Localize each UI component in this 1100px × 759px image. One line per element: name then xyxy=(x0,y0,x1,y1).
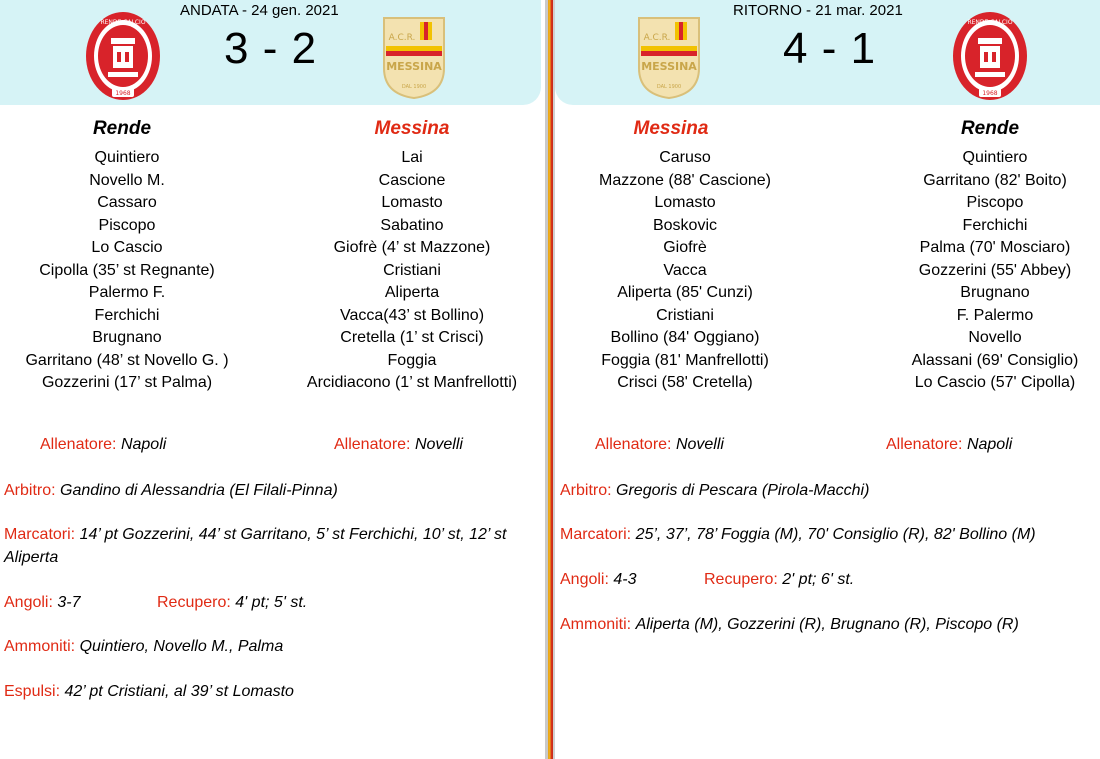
messina-logo-name: MESSINA xyxy=(641,60,697,73)
booked-label: Ammoniti: xyxy=(4,638,76,655)
andata-recovery xyxy=(157,591,307,614)
ritorno-recovery xyxy=(704,568,854,591)
corners-value: 3-7 xyxy=(57,594,81,611)
coach-value: Napoli xyxy=(120,436,167,453)
sent-off-value: 42’ pt Cristiani, al 39’ st Lomasto xyxy=(64,683,294,700)
rende-logo xyxy=(951,10,1029,102)
andata-date: ANDATA - 24 gen. 2021 xyxy=(180,2,339,19)
lineup-player: Garritano (82' Boito) xyxy=(923,171,1067,189)
lineup-player: Crisci (58' Cretella) xyxy=(617,374,753,391)
lineup-player: Cassaro xyxy=(97,194,157,211)
booked-value: Quintiero, Novello M., Palma xyxy=(79,638,284,655)
messina-logo xyxy=(635,16,703,100)
ritorno-corners xyxy=(560,568,637,591)
lineup-player: Lo Cascio (57' Cipolla) xyxy=(914,374,1076,391)
messina-logo-year: DAL 1900 xyxy=(656,84,682,90)
andata-sent-off xyxy=(4,680,294,703)
rende-logo-year: 1968 xyxy=(982,90,998,97)
andata-panel xyxy=(0,0,545,759)
lineup-player: Vacca xyxy=(663,261,707,279)
andata-away-lineup xyxy=(272,147,552,395)
ritorno-date: RITORNO - 21 mar. 2021 xyxy=(733,2,903,19)
scorers-value: 25’, 37’, 78’ Foggia (M), 70' Consiglio (R), 82' Bollino (M) xyxy=(635,526,1036,543)
recovery-value: 2' pt; 6' st. xyxy=(782,571,855,588)
lineup-player: Bollino (84' Oggiano) xyxy=(610,329,760,346)
ritorno-score: 4 - 1 xyxy=(783,24,877,73)
andata-home-coach xyxy=(40,433,166,456)
lineup-player: Quintiero xyxy=(94,149,160,166)
lineup-player: Quintiero xyxy=(962,149,1028,166)
lineup-player: Palermo F. xyxy=(88,284,166,301)
lineup-player: Garritano (48’ st Novello G. ) xyxy=(25,351,229,369)
referee-value: Gregoris di Pescara (Pirola-Macchi) xyxy=(616,482,870,499)
recovery-label: Recupero: xyxy=(704,571,778,588)
coach-value: Novelli xyxy=(675,436,724,453)
lineup-player: Mazzone (88' Cascione) xyxy=(598,171,772,189)
ritorno-home-coach xyxy=(595,433,724,456)
lineup-player: Aliperta (85' Cunzi) xyxy=(617,284,753,301)
andata-referee xyxy=(4,479,338,502)
coach-value: Novelli xyxy=(414,436,463,453)
andata-home-lineup xyxy=(0,147,267,395)
messina-logo-acr: A.C.R. xyxy=(388,33,416,43)
lineup-player: Cascione xyxy=(378,171,446,189)
rende-logo xyxy=(84,10,162,102)
lineup-player: Piscopo xyxy=(98,216,156,234)
rende-logo-text: RENDE CALCIO xyxy=(967,19,1013,26)
lineup-player: Giofrè xyxy=(663,239,707,256)
ritorno-away-lineup xyxy=(855,147,1100,395)
lineup-player: Lai xyxy=(401,149,423,166)
lineup-player: Novello M. xyxy=(89,171,165,189)
ritorno-scorers xyxy=(560,523,1036,546)
ritorno-away-team: Rende xyxy=(960,118,1020,139)
recovery-label: Recupero: xyxy=(157,594,231,611)
lineup-player: Lomasto xyxy=(381,194,443,211)
lineup-player: Cipolla (35’ st Regnante) xyxy=(39,261,215,279)
lineup-player: Piscopo xyxy=(966,194,1024,211)
lineup-player: Lomasto xyxy=(654,194,716,211)
rende-logo-year: 1968 xyxy=(115,90,131,97)
ritorno-away-coach xyxy=(886,433,1012,456)
recovery-value: 4' pt; 5' st. xyxy=(235,594,308,611)
lineup-player: Lo Cascio xyxy=(91,239,163,256)
lineup-player: Giofrè (4’ st Mazzone) xyxy=(333,239,491,256)
lineup-player: Ferchichi xyxy=(962,216,1028,234)
scorers-label: Marcatori: xyxy=(560,526,632,543)
messina-logo-name: MESSINA xyxy=(386,60,442,73)
booked-label: Ammoniti: xyxy=(560,616,632,633)
andata-home-team: Rende xyxy=(92,118,152,139)
andata-corners xyxy=(4,591,81,614)
lineup-player: Foggia xyxy=(387,351,437,369)
lineup-player: Cristiani xyxy=(383,261,441,279)
coach-value: Napoli xyxy=(966,436,1013,453)
andata-away-coach xyxy=(334,433,463,456)
ritorno-booked xyxy=(560,613,1019,636)
lineup-player: Vacca(43’ st Bollino) xyxy=(339,306,485,324)
lineup-player: Palma (70' Mosciaro) xyxy=(919,239,1071,256)
ritorno-home-lineup xyxy=(545,147,825,395)
coach-label: Allenatore: xyxy=(886,436,963,453)
andata-score: 3 - 2 xyxy=(224,24,318,73)
corners-value: 4-3 xyxy=(613,571,637,588)
lineup-player: F. Palermo xyxy=(956,306,1034,324)
messina-logo xyxy=(380,16,448,100)
coach-label: Allenatore: xyxy=(595,436,672,453)
lineup-player: Novello xyxy=(968,329,1022,346)
ritorno-home-team: Messina xyxy=(633,118,709,139)
lineup-player: Cretella (1’ st Crisci) xyxy=(340,329,484,346)
referee-label: Arbitro: xyxy=(4,482,56,499)
lineup-player: Sabatino xyxy=(380,216,444,234)
lineup-player: Alassani (69' Consiglio) xyxy=(911,351,1079,369)
lineup-player: Gozzerini (55' Abbey) xyxy=(918,261,1072,279)
lineup-player: Ferchichi xyxy=(94,306,160,324)
referee-value: Gandino di Alessandria (El Filali-Pinna) xyxy=(60,482,338,499)
ritorno-referee xyxy=(560,479,869,502)
corners-label: Angoli: xyxy=(4,594,53,611)
booked-value: Aliperta (M), Gozzerini (R), Brugnano (R), Piscopo (R) xyxy=(635,616,1019,633)
corners-label: Angoli: xyxy=(560,571,609,588)
lineup-player: Boskovic xyxy=(652,216,718,234)
messina-logo-year: DAL 1900 xyxy=(401,84,427,90)
scorers-label: Marcatori: xyxy=(4,526,76,543)
lineup-player: Aliperta xyxy=(384,284,440,301)
andata-scorers xyxy=(4,523,534,569)
referee-label: Arbitro: xyxy=(560,482,612,499)
messina-logo-acr: A.C.R. xyxy=(643,33,671,43)
lineup-player: Foggia (81' Manfrellotti) xyxy=(601,351,769,369)
sent-off-label: Espulsi: xyxy=(4,683,61,700)
lineup-player: Caruso xyxy=(659,149,711,166)
lineup-player: Brugnano xyxy=(92,329,162,346)
scorers-value: 14’ pt Gozzerini, 44’ st Garritano, 5’ st Ferchichi, 10’ st, 12’ st Aliperta xyxy=(4,526,507,566)
ritorno-panel xyxy=(555,0,1100,759)
lineup-player: Gozzerini (17’ st Palma) xyxy=(41,374,213,391)
andata-booked xyxy=(4,635,283,658)
coach-label: Allenatore: xyxy=(40,436,117,453)
andata-away-team: Messina xyxy=(374,118,450,139)
lineup-player: Brugnano xyxy=(960,284,1030,301)
rende-logo-text: RENDE CALCIO xyxy=(100,19,146,26)
coach-label: Allenatore: xyxy=(334,436,411,453)
lineup-player: Cristiani xyxy=(656,306,714,324)
lineup-player: Arcidiacono (1’ st Manfrellotti) xyxy=(306,374,518,391)
